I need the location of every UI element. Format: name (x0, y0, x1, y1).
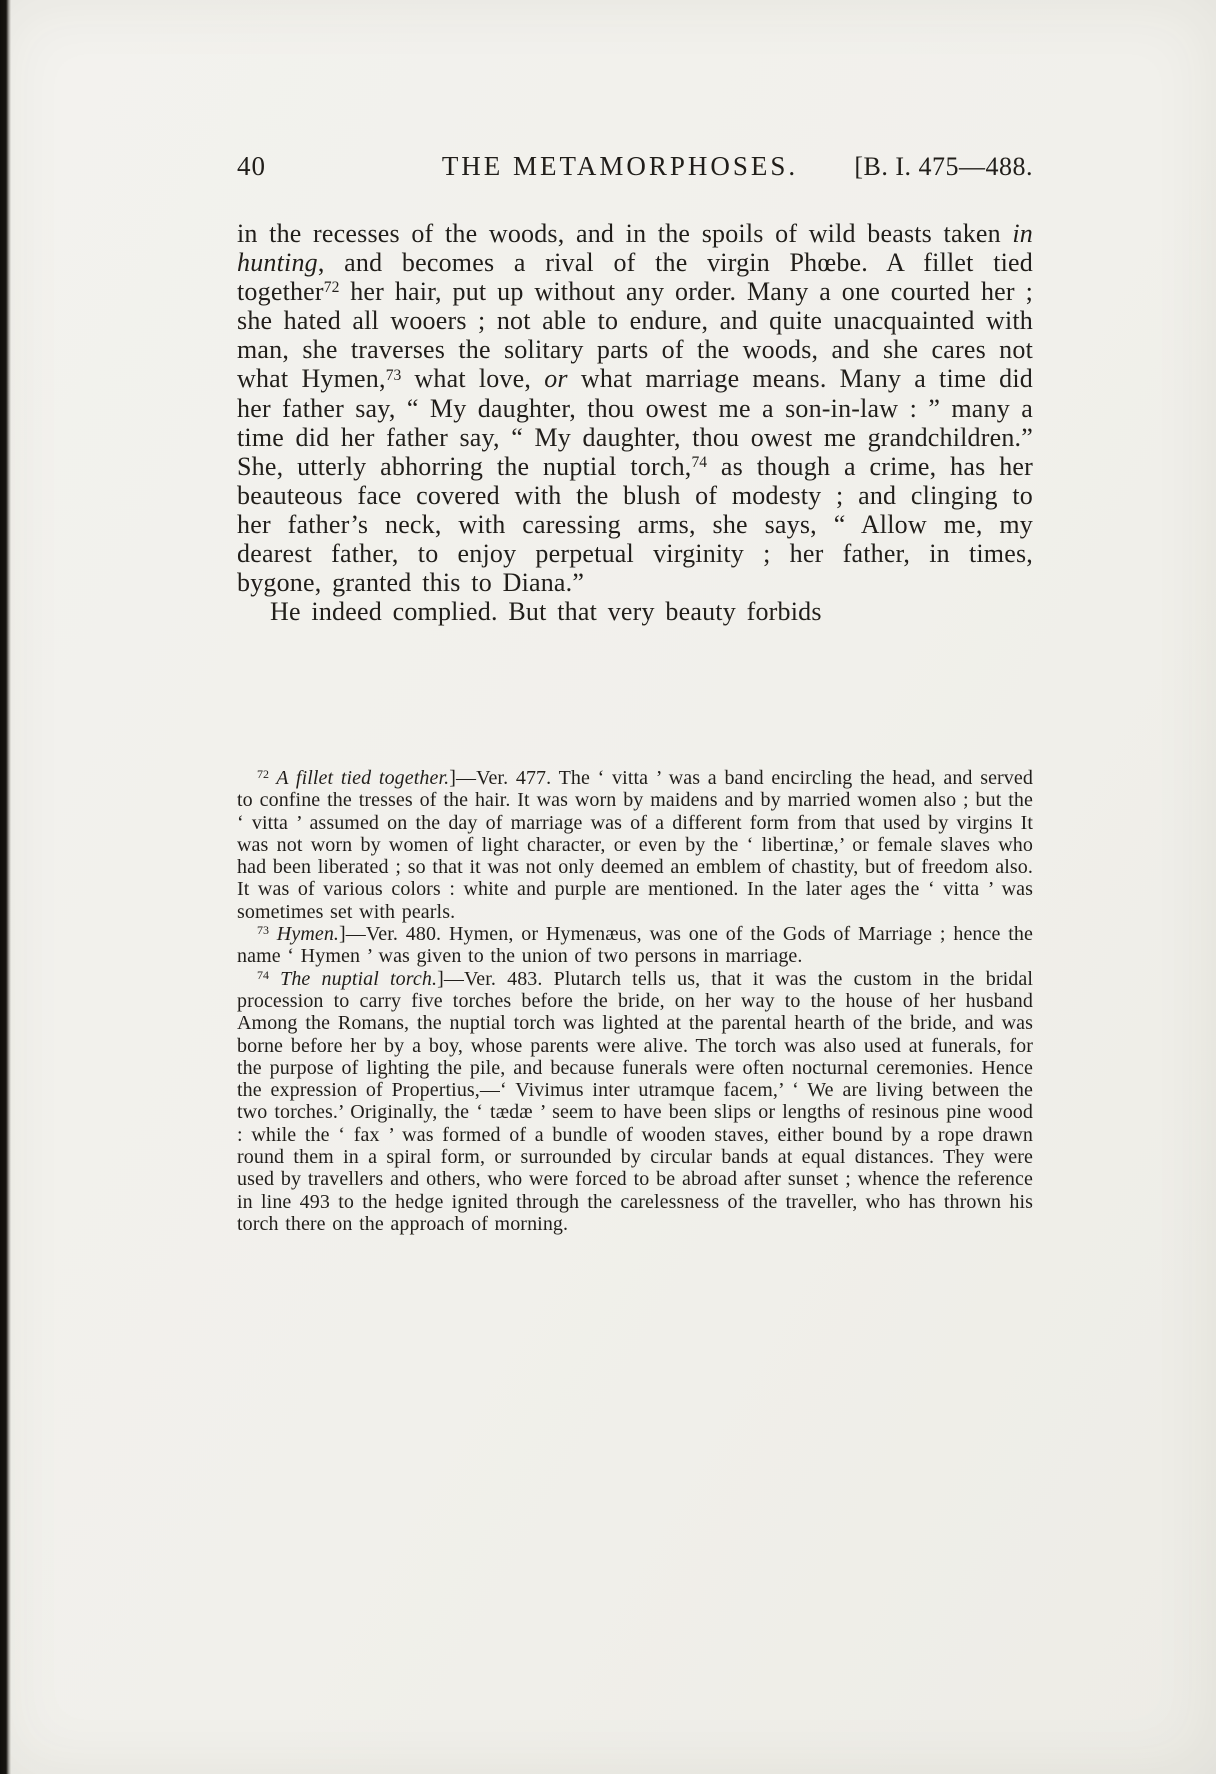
footnote-marker: 72 (257, 767, 269, 781)
scan-edge-left (0, 0, 11, 1774)
text-segment: as though a crime, has her beauteous face covered with the blush of modesty ; and clinging to her father’s neck, with caressing arms, she says, “ Allow me, my dearest father, to enjoy perpetual virginity ; her father, in times, bygone, granted this to Diana.” (237, 451, 1033, 598)
text-segment: her hair, put up without any order. Many a one courted her ; she hated all wooers ; not able to endure, and quite unacquainted with man, she traverses the solitary parts of the woods, and she cares not what Hymen, (237, 277, 1033, 394)
text-segment: in the recesses of the woods, and in the spoils of wild beasts taken (237, 219, 1013, 248)
text-segment: The nuptial torch. (269, 967, 438, 990)
text-segment: what marriage means. Many a time did her father say, “ My daughter, thou owest me a son-in-law : ” many a time did her father say, “ My daughter, thou owest me grandchildren.” She, utterly abhorring the nuptial torch, (237, 364, 1033, 481)
text-segment: what love, (401, 364, 545, 394)
paragraph (237, 219, 1033, 597)
book-line-reference: [B. I. 475—488. (854, 152, 1033, 181)
text-segment: He indeed complied. But that very beauty forbids (270, 597, 822, 627)
footnote-marker: 73 (385, 366, 402, 384)
page-number: 40 (237, 151, 266, 181)
running-title: THE METAMORPHOSES. (441, 151, 799, 181)
footnote-marker: 74 (691, 453, 708, 471)
text-segment: in hunting (237, 219, 1033, 278)
footnote-marker: 74 (257, 967, 269, 982)
text-segment: Hymen. (269, 923, 340, 946)
text-segment: , and becomes a rival of the virgin Phœbe. A fillet tied together (237, 248, 1033, 307)
footnote-marker: 72 (323, 279, 340, 297)
footnote-74 (237, 968, 1033, 1236)
footnote-73 (237, 923, 1033, 968)
footnote-marker: 73 (257, 923, 269, 938)
footnote-72 (237, 767, 1033, 923)
text-segment: ]—Ver. 477. The ‘ vitta ’ was a band encircling the head, and served to confine the tresses of the hair. It was worn by maidens and by married women also ; but the ‘ vitta ’ assumed on the day of marriage was of a different form from that used by virgins It was not worn by women of light character, or even by the ‘ libertinæ,’ or female slaves who had been liberated ; so that it was not only deemed an emblem of chastity, but of freedom also. It was of various colors : white and purple are mentioned. In the later ages the ‘ vitta ’ was sometimes set with pearls. (237, 767, 1033, 923)
text-segment: or (544, 364, 568, 394)
paragraph (237, 597, 1033, 626)
text-segment: ]—Ver. 483. Plutarch tells us, that it was the custom in the bridal procession to carry five torches before the bride, on her way to the house of her husband Among the Romans, the nuptial torch was lighted at the parental hearth of the bride, and was borne before her by a boy, whose parents were alive. The torch was also used at funerals, for the purpose of lighting the pile, and because funerals were often nocturnal ceremonies. Hence the expression of Propertius,—‘ Vivimus inter utramque facem,’ ‘ We are living between the two torches.’ Originally, the ‘ tædæ ’ seem to have been slips or lengths of resinous pine wood : while the ‘ fax ’ was formed of a bundle of wooden staves, either bound by a rope drawn round them in a spiral form, or surrounded by circular bands at equal distances. They were used by travellers and others, who were forced to be abroad after sunset ; whence the reference in line 493 to the hedge ignited through the carelessness of the traveller, who has thrown his torch there on the approach of morning. (237, 967, 1034, 1235)
page-header (237, 148, 1033, 182)
text-segment: ]—Ver. 480. Hymen, or Hymenæus, was one of the Gods of Marriage ; hence the name ‘ Hymen ’ was given to the union of two persons in marriage. (237, 923, 1034, 968)
footnotes (237, 767, 1033, 1235)
text-segment: A fillet tied together. (269, 767, 450, 789)
main-text (237, 219, 1033, 626)
